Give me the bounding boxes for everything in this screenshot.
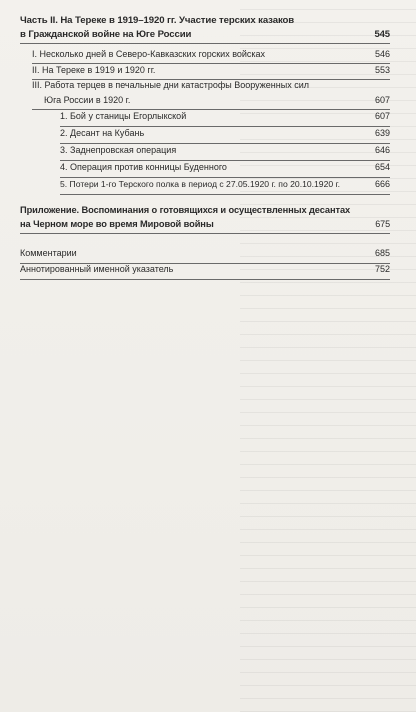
part-2-heading <box>20 14 390 42</box>
toc-backmatter-label: Аннотированный именной указатель <box>20 264 174 274</box>
part-2-page-number: 545 <box>374 29 390 40</box>
toc-subentry-page: 607 <box>374 111 390 121</box>
toc-backmatter-1 <box>20 245 390 261</box>
toc-subentry-3 <box>20 142 390 159</box>
toc-subentry-label: 5. Потери 1-го Терского полка в период с 27.05.1920 г. по 20.10.1920 г. <box>60 179 340 189</box>
toc-entry-2 <box>20 62 390 78</box>
toc-subentry-page: 654 <box>374 162 390 172</box>
appendix-title-line-1: Приложение. Воспоминания о готовящихся и осуществленных десантах <box>20 205 351 215</box>
appendix-title-line-2: на Черном море во время Мировой войны <box>20 219 214 229</box>
toc-subentry-label: 3. Заднепровская операция <box>60 145 177 155</box>
toc-backmatter-page: 685 <box>374 248 390 258</box>
toc-entry-3 <box>20 78 390 108</box>
toc-entry-page: 553 <box>374 65 390 75</box>
toc-subentry-page: 666 <box>374 179 390 189</box>
table-of-contents <box>20 14 390 277</box>
toc-subentry-page: 639 <box>374 128 390 138</box>
toc-subentry-5 <box>20 176 390 193</box>
toc-entry-label: I. Несколько дней в Северо-Кавказских горских войсках <box>32 49 266 59</box>
toc-entry-label: II. На Тереке в 1919 и 1920 гг. <box>32 65 156 75</box>
toc-subentry-1 <box>20 108 390 125</box>
part-2-title-line-2: в Гражданской войне на Юге России <box>20 29 192 40</box>
toc-entry-page: 546 <box>374 49 390 59</box>
toc-subentry-page: 646 <box>374 145 390 155</box>
appendix-heading <box>20 203 390 231</box>
toc-subentry-4 <box>20 159 390 176</box>
appendix-rule <box>20 233 390 234</box>
part-2-title-line-1: Часть II. На Тереке в 1919–1920 гг. Участие терских казаков <box>20 15 295 26</box>
toc-backmatter-rule <box>20 279 390 280</box>
toc-subentry-label: 4. Операция против конницы Буденного <box>60 162 227 172</box>
toc-subentry-label: 1. Бой у станицы Егорлыкской <box>60 111 187 121</box>
toc-subentry-2 <box>20 125 390 142</box>
toc-entry-page: 607 <box>374 95 390 105</box>
toc-subentry-label: 2. Десант на Кубань <box>60 128 145 138</box>
toc-backmatter-page: 752 <box>374 264 390 274</box>
toc-entry-label-line-2: Юга России в 1920 г. <box>44 95 131 105</box>
toc-entry-label-line-1: III. Работа терцев в печальные дни катастрофы Вооруженных сил <box>32 80 309 90</box>
toc-backmatter-2 <box>20 261 390 277</box>
appendix-page-number: 675 <box>375 219 390 229</box>
toc-subentry-rule <box>60 194 390 195</box>
toc-backmatter-label: Комментарии <box>20 248 77 258</box>
part-2-rule <box>20 43 390 44</box>
toc-entry-1 <box>20 46 390 62</box>
